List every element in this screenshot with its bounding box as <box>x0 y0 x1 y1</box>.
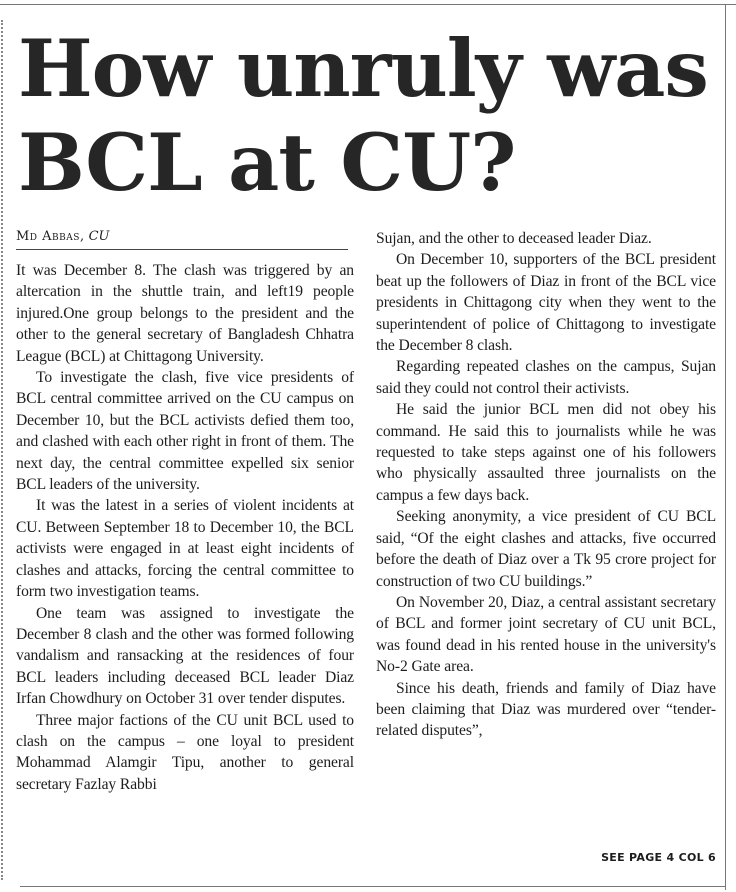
bottom-rule <box>20 886 726 887</box>
left-dotted-border <box>1 20 3 880</box>
continuation-note: SEE PAGE 4 COL 6 <box>601 851 716 864</box>
headline: How unruly was BCL at CU? <box>18 22 708 209</box>
byline-location: CU <box>88 229 110 244</box>
paragraph: On December 10, supporters of the BCL president beat up the followers of Diaz in front of the BCL vice presidents in Chittagong city when they went to the superintendent of police of Chittagong to investigate the December 8 clash. <box>376 251 716 355</box>
paragraph: It was the latest in a series of violent incidents at CU. Between September 18 to December 10, the BCL activists were engaged in at least eight incidents of clashes and attacks, forcing the central committee to form two investigation teams. <box>16 497 354 601</box>
paragraph: Seeking anonymity, a vice president of CU BCL said, “Of the eight clashes and attacks, five occurred before the death of Diaz over a Tk 95 crore project for construction of two CU buildings.” <box>376 508 716 590</box>
top-rule <box>0 4 736 5</box>
right-rule <box>725 4 726 890</box>
paragraph: It was December 8. The clash was triggered by an altercation in the shuttle train, and left19 people injured.One group belongs to the president and the other to the general secretary of Bangladesh Chhatra League (BCL) at Chittagong University. <box>16 262 354 365</box>
paragraph: To investigate the clash, five vice presidents of BCL central committee arrived on the CU campus on December 10, but the BCL activists defied them too, and clashed with each other right in front of them. The next day, the central committee expelled six senior BCL leaders of the university. <box>16 369 354 494</box>
paragraph: Sujan, and the other to deceased leader Diaz. <box>376 230 652 247</box>
paragraph: He said the junior BCL men did not obey his command. He said this to journalists while he was requested to take steps against one of his followers who physically assaulted three journalists on the campus a few days back. <box>376 401 716 504</box>
article-column-1 <box>16 260 354 795</box>
byline <box>16 228 348 250</box>
paragraph: One team was assigned to investigate the December 8 clash and the other was formed following vandalism and ransacking at the residences of four BCL leaders including deceased BCL leader Diaz Irfan Chowdhury on October 31 over tender disputes. <box>16 604 354 708</box>
byline-author: Md Abbas, <box>16 229 85 244</box>
article-column-2 <box>376 228 716 742</box>
paragraph: On November 20, Diaz, a central assistant secretary of BCL and former joint secretary of CU unit BCL, was found dead in his rented house in the university's No-2 Gate area. <box>376 593 716 676</box>
paragraph: Regarding repeated clashes on the campus, Sujan said they could not control their activists. <box>376 358 716 397</box>
paragraph: Three major factions of the CU unit BCL used to clash on the campus – one loyal to president Mohammad Alamgir Tipu, another to general secretary Fazlay Rabbi <box>16 711 354 793</box>
paragraph: Since his death, friends and family of Diaz have been claiming that Diaz was murdered over “tender-related disputes”, <box>376 679 716 740</box>
